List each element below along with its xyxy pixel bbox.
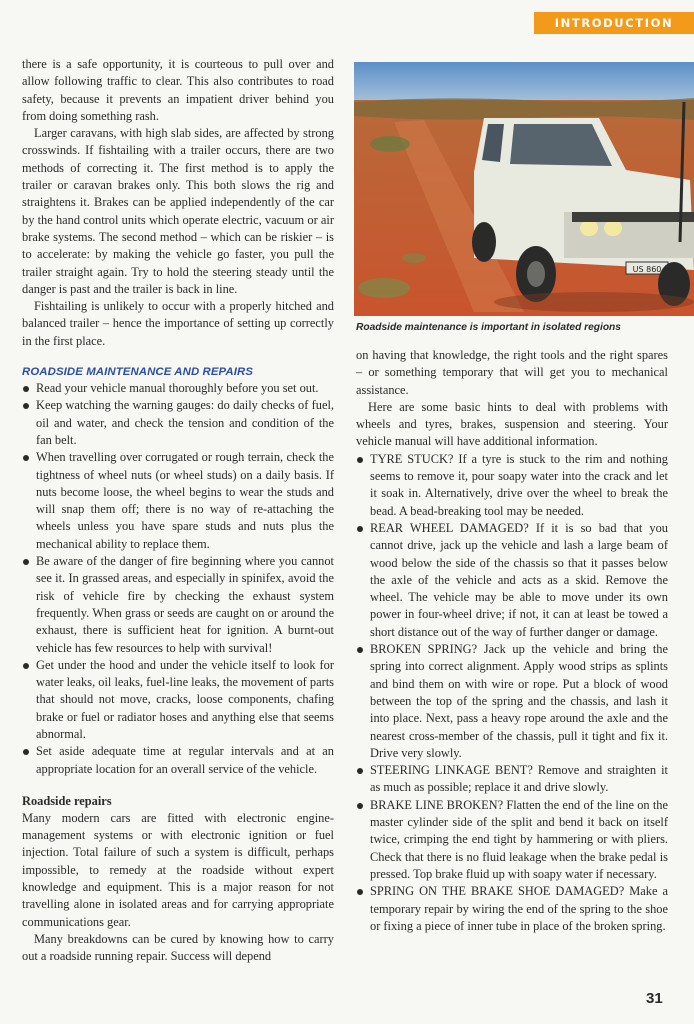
list-item: BRAKE LINE BROKEN? Flatten the end of the line on the master cylinder side of the split and bend it back on itself twice, crimping the end tight by hammering or with pliers. Check that there is no fluid leakage when the brake pedal is pressed. Top brake fluid up with soapy water if necessary. — [356, 797, 668, 883]
list-item: REAR WHEEL DAMAGED? If it is so bad that you cannot drive, jack up the vehicle and lash a large beam of wood below the side of the chassis so that it passes below the axle of the vehicle and acts as a skid. Remove the wheel. The vehicle may be able to move under its own power in four-wheel drive; if not, it can at least be towed a short distance out of the way of further danger or damage. — [356, 520, 668, 641]
paragraph: Many modern cars are fitted with electronic engine-management systems or with electronic ignition or fuel injection. Total failure of such a system is difficult, perhaps impossible, to remedy at the roadside without expert knowledge and equipment. This is a major reason for not travelling alone in isolated areas and for carrying appropriate communications gear. — [22, 810, 334, 929]
page-number: 31 — [646, 990, 663, 1007]
list-item: BROKEN SPRING? Jack up the vehicle and bring the spring into correct alignment. Apply wood strips as splints and bind them on with wire or rope. Put a block of wood between the top of the spring and the chassis, and lash it into place. Next, pass a heavy rope around the axle and the nearest cross-member of the chassis, pull it tight and fix it. Drive very slowly. — [356, 641, 668, 762]
section-heading: ROADSIDE MAINTENANCE AND REPAIRS — [22, 366, 254, 379]
list-item: STEERING LINKAGE BENT? Remove and straighten it as much as possible; replace it and drive slowly. — [356, 762, 668, 797]
license-plate: US 860 — [632, 265, 662, 274]
list-item: SPRING ON THE BRAKE SHOE DAMAGED? Make a temporary repair by wiring the end of the spring to the shoe or fixing a piece of inner tube in place of the broken spring. — [356, 883, 668, 935]
list-item: Read your vehicle manual thoroughly before you set out. — [22, 380, 334, 397]
list-item: Set aside adequate time at regular intervals and at an appropriate location for an overall service of the vehicle. — [22, 743, 334, 778]
subheading: Roadside repairs — [22, 793, 112, 808]
list-item: When travelling over corrugated or rough terrain, check the tightness of wheel nuts (or wheel studs) on a daily basis. If nuts become loose, the wheel begins to wear the studs and will snap them off; there is no way of re-attaching the wheels unless you have spare studs and nuts plus the mechanical ability to replace them. — [22, 449, 334, 553]
paragraph: there is a safe opportunity, it is courteous to pull over and allow following traffic to clear. This also contributes to road safety, because it prevents an impatient driver behind you from doing something rash. — [22, 57, 334, 123]
photo-caption: Roadside maintenance is important in isolated regions — [356, 322, 621, 333]
outback-vehicle-illustration — [354, 62, 694, 316]
list-item: Keep watching the warning gauges: do daily checks of fuel, oil and water, and check the tension and condition of the fan belt. — [22, 397, 334, 449]
list-item: Be aware of the danger of fire beginning where you cannot see it. In grassed areas, and especially in spinifex, avoid the risk of vehicle fire by checking the exhaust system frequently. When grass or seeds are caught on or around the exhaust, there is sufficient heat for ignition. A burnt-out vehicle has few resources to help with survival! — [22, 553, 334, 657]
paragraph: on having that knowledge, the right tools and the right spares – or something temporary that will get you to mechanical assistance. — [356, 348, 668, 397]
list-item: Get under the hood and under the vehicle itself to look for water leaks, oil leaks, fuel-line leaks, the movement of parts that should not move, cracks, loose components, chafing brake or fuel or radiator hoses and anything else that seems abnormal. — [22, 657, 334, 743]
paragraph: Here are some basic hints to deal with problems with wheels and tyres, brakes, suspension and steering. Your vehicle manual will have additional information. — [356, 399, 668, 449]
repair-tips-list — [356, 451, 668, 935]
paragraph: Fishtailing is unlikely to occur with a properly hitched and balanced trailer – hence the importance of setting up correctly in the first place. — [22, 299, 334, 348]
section-label: INTRODUCTION — [534, 12, 694, 34]
vehicle-photo — [354, 62, 694, 316]
paragraph: Many breakdowns can be cured by knowing how to carry out a roadside running repair. Success will depend — [22, 931, 334, 964]
right-column — [356, 347, 668, 935]
maintenance-list — [22, 380, 334, 778]
list-item: TYRE STUCK? If a tyre is stuck to the rim and nothing seems to remove it, pour soapy water into the crack and let it soak in. Alternatively, drive over the wheel to break the bead. A bead-breaking tool may be needed. — [356, 451, 668, 520]
paragraph: Larger caravans, with high slab sides, are affected by strong crosswinds. If fishtailing with a trailer occurs, there are two methods of correcting it. The first method is to apply the trailer or caravan brakes only. This both slows the rig and straightens it. Brakes can be applied independently of the car by the hand control units which operate electric, vacuum or air brake systems. The second method – which can be riskier – is to accelerate: by making the vehicle go faster, you pull the trailer straight again. Try to hold the steering steady until the danger is past and the trailer is back in line. — [22, 126, 334, 296]
left-column — [22, 56, 334, 966]
